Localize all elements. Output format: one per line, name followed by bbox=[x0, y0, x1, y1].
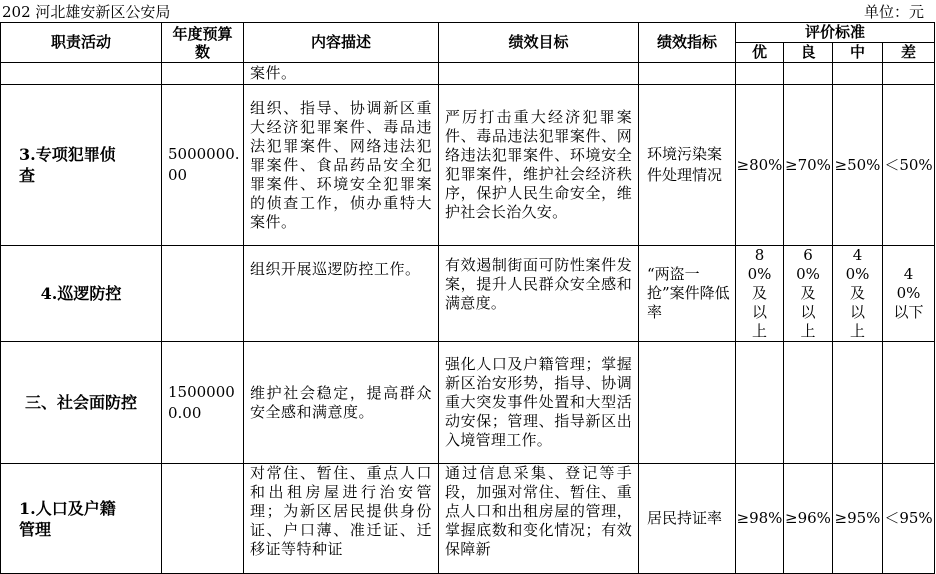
poor-cell: ＜95% bbox=[883, 464, 935, 574]
desc-cell: 组织、指导、协调新区重大经济犯罪案件、毒品违法犯罪案件、网络违法犯罪案件、食品药品安全犯罪案件、环境安全犯罪案的侦查工作，侦办重特大案件。 bbox=[244, 85, 439, 246]
excellent-cell bbox=[736, 342, 784, 464]
col-good-header: 良 bbox=[784, 43, 833, 63]
desc-cell: 对常住、暂住、重点人口和出租房屋进行治安管理；为新区居民提供身份证、户口薄、准迁证、迁移证等特种证 bbox=[244, 464, 439, 574]
performance-table bbox=[0, 22, 935, 574]
col-activity-header: 职责活动 bbox=[1, 23, 162, 63]
good-cell bbox=[784, 63, 833, 85]
kpi-cell bbox=[639, 342, 736, 464]
excellent-cell: 80%及以上 bbox=[736, 246, 784, 342]
table-row bbox=[1, 246, 935, 342]
goal-cell: 有效遏制街面可防性案件发案，提升人民群众安全感和满意度。 bbox=[439, 246, 639, 342]
poor-cell bbox=[883, 342, 935, 464]
col-desc-header: 内容描述 bbox=[244, 23, 439, 63]
good-cell: 60%及以上 bbox=[784, 246, 833, 342]
col-budget-header: 年度预算数 bbox=[162, 23, 244, 63]
col-excellent-header: 优 bbox=[736, 43, 784, 63]
good-cell: ≥96% bbox=[784, 464, 833, 574]
col-goal-header: 绩效目标 bbox=[439, 23, 639, 63]
medium-cell: ≥50% bbox=[833, 85, 883, 246]
kpi-cell: 居民持证率 bbox=[639, 464, 736, 574]
header-row bbox=[1, 23, 935, 43]
col-medium-header: 中 bbox=[833, 43, 883, 63]
goal-cell: 严厉打击重大经济犯罪案件、毒品违法犯罪案件、网络违法犯罪案件、环境安全犯罪案件，维护社会经济秩序，保护人民生命安全，维护社会长治久安。 bbox=[439, 85, 639, 246]
budget-cell: 15000000.00 bbox=[162, 342, 244, 464]
poor-cell: ＜50% bbox=[883, 85, 935, 246]
medium-cell: ≥95% bbox=[833, 464, 883, 574]
goal-cell: 强化人口及户籍管理；掌握新区治安形势，指导、协调重大突发事件处置和大型活动安保；管理、指导新区出入境管理工作。 bbox=[439, 342, 639, 464]
budget-cell bbox=[162, 464, 244, 574]
excellent-cell: ≥98% bbox=[736, 464, 784, 574]
currency-unit: 单位：元 bbox=[863, 3, 924, 21]
table-row bbox=[1, 63, 935, 85]
desc-cell: 维护社会稳定，提高群众安全感和满意度。 bbox=[244, 342, 439, 464]
good-cell: ≥70% bbox=[784, 85, 833, 246]
kpi-cell bbox=[639, 63, 736, 85]
excellent-cell bbox=[736, 63, 784, 85]
col-criteria-header: 评价标准 bbox=[736, 23, 935, 43]
poor-cell bbox=[883, 63, 935, 85]
organization-name: 202 河北雄安新区公安局 bbox=[2, 3, 171, 21]
activity-cell: 三、社会面防控 bbox=[1, 342, 162, 464]
activity-cell bbox=[1, 85, 162, 246]
kpi-cell: 环境污染案件处理情况 bbox=[639, 85, 736, 246]
medium-cell bbox=[833, 342, 883, 464]
col-kpi-header: 绩效指标 bbox=[639, 23, 736, 63]
budget-cell: 5000000.00 bbox=[162, 85, 244, 246]
activity-label: 3.专项犯罪侦查 bbox=[19, 145, 116, 185]
activity-label: 1.人口及户籍管理 bbox=[19, 498, 116, 539]
activity-cell: 4.巡逻防控 bbox=[1, 246, 162, 342]
page-header bbox=[0, 0, 936, 22]
table-row bbox=[1, 464, 935, 574]
activity-cell bbox=[1, 63, 162, 85]
table-row bbox=[1, 342, 935, 464]
poor-cell: 40%以下 bbox=[883, 246, 935, 342]
goal-cell bbox=[439, 63, 639, 85]
medium-cell bbox=[833, 63, 883, 85]
goal-cell: 通过信息采集、登记等手段，加强对常住、暂住、重点人口和出租房屋的管理，掌握底数和变化情况；有效保障新 bbox=[439, 464, 639, 574]
good-cell bbox=[784, 342, 833, 464]
kpi-cell: “两盗一抢”案件降低率 bbox=[639, 246, 736, 342]
medium-cell: 40%及以上 bbox=[833, 246, 883, 342]
desc-cell: 案件。 bbox=[244, 63, 439, 85]
col-poor-header: 差 bbox=[883, 43, 935, 63]
budget-cell bbox=[162, 246, 244, 342]
excellent-cell: ≥80% bbox=[736, 85, 784, 246]
table-row bbox=[1, 85, 935, 246]
budget-cell bbox=[162, 63, 244, 85]
desc-cell: 组织开展巡逻防控工作。 bbox=[244, 246, 439, 342]
activity-cell bbox=[1, 464, 162, 574]
